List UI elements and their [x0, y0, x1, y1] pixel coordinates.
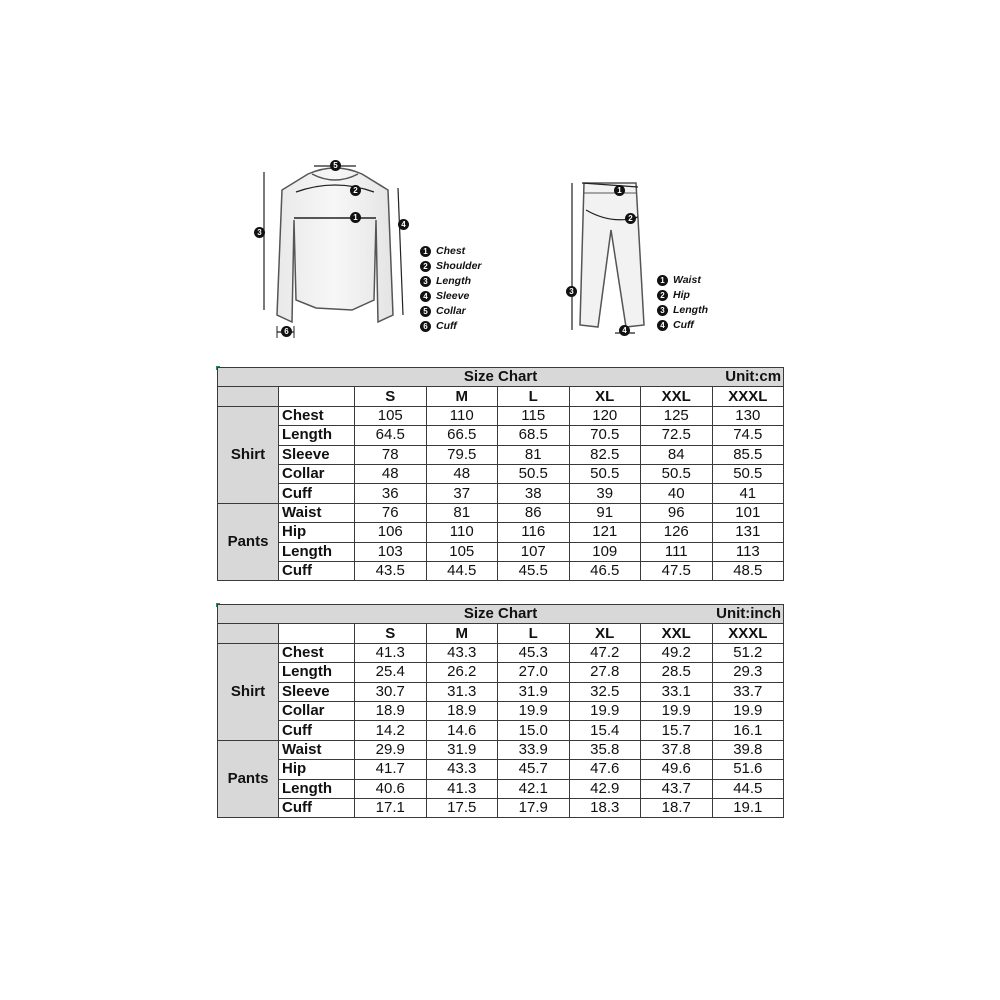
measure-value: 105	[426, 542, 498, 561]
measure-value: 51.6	[712, 760, 784, 779]
measure-value: 31.9	[498, 682, 570, 701]
measure-value: 15.4	[569, 721, 641, 740]
legend-item: 3 Length	[657, 303, 708, 318]
measure-value: 48.5	[712, 561, 784, 580]
measure-value: 50.5	[641, 464, 713, 483]
measure-value: 41.3	[355, 643, 427, 662]
measure-label: Collar	[279, 701, 355, 720]
measure-value: 15.7	[641, 721, 713, 740]
measure-value: 26.2	[426, 663, 498, 682]
unit-label: Unit:inch	[716, 605, 782, 622]
measure-value: 45.7	[498, 760, 570, 779]
measure-value: 81	[498, 445, 570, 464]
measure-value: 19.9	[498, 701, 570, 720]
measure-value: 50.5	[498, 464, 570, 483]
measure-value: 107	[498, 542, 570, 561]
measure-value: 19.1	[712, 798, 784, 817]
measure-label: Length	[279, 542, 355, 561]
measure-value: 125	[641, 406, 713, 425]
size-header: M	[426, 624, 498, 643]
table-row	[218, 760, 784, 779]
measure-value: 49.6	[641, 760, 713, 779]
legend-item: 2 Hip	[657, 288, 708, 303]
measure-value: 36	[355, 484, 427, 503]
measure-value: 44.5	[712, 779, 784, 798]
measure-value: 78	[355, 445, 427, 464]
measure-value: 28.5	[641, 663, 713, 682]
measure-value: 40.6	[355, 779, 427, 798]
table-title-text: Size Chart	[463, 605, 538, 623]
measure-value: 42.9	[569, 779, 641, 798]
measure-value: 27.0	[498, 663, 570, 682]
measure-value: 33.1	[641, 682, 713, 701]
measure-value: 101	[712, 503, 784, 522]
pants-marker-hip: 2	[625, 212, 641, 224]
size-header: XXXL	[712, 624, 784, 643]
measure-label: Cuff	[279, 721, 355, 740]
table-row	[218, 406, 784, 425]
measure-value: 70.5	[569, 426, 641, 445]
shirt-marker-chest: 1	[350, 211, 366, 223]
legend-item: 1 Chest	[420, 244, 482, 259]
measure-value: 39	[569, 484, 641, 503]
table-title-text: Size Chart	[463, 368, 538, 386]
size-chart-inch	[217, 604, 784, 818]
table-title	[218, 605, 784, 624]
group-label: Shirt	[218, 406, 279, 503]
size-header: XL	[569, 387, 641, 406]
measure-value: 45.3	[498, 643, 570, 662]
measure-value: 17.5	[426, 798, 498, 817]
measure-value: 79.5	[426, 445, 498, 464]
measure-label: Hip	[279, 523, 355, 542]
measure-value: 86	[498, 503, 570, 522]
legend-item: 6 Cuff	[420, 319, 482, 334]
measure-value: 66.5	[426, 426, 498, 445]
measure-value: 18.7	[641, 798, 713, 817]
measure-value: 19.9	[641, 701, 713, 720]
table-row	[218, 523, 784, 542]
size-header: S	[355, 387, 427, 406]
measure-label: Cuff	[279, 561, 355, 580]
legend-item: 1 Waist	[657, 273, 708, 288]
group-label: Pants	[218, 503, 279, 581]
measure-value: 110	[426, 523, 498, 542]
measure-value: 16.1	[712, 721, 784, 740]
size-header: XXL	[641, 387, 713, 406]
measure-label: Sleeve	[279, 682, 355, 701]
table-row	[218, 779, 784, 798]
measure-value: 31.9	[426, 740, 498, 759]
measure-value: 15.0	[498, 721, 570, 740]
measure-value: 47.6	[569, 760, 641, 779]
measure-value: 25.4	[355, 663, 427, 682]
measure-label: Chest	[279, 643, 355, 662]
measure-value: 37.8	[641, 740, 713, 759]
measure-value: 47.2	[569, 643, 641, 662]
measure-value: 44.5	[426, 561, 498, 580]
measure-value: 19.9	[569, 701, 641, 720]
measure-value: 76	[355, 503, 427, 522]
size-header: S	[355, 624, 427, 643]
measure-label: Length	[279, 663, 355, 682]
pants-diagram	[560, 175, 655, 340]
measure-value: 33.7	[712, 682, 784, 701]
measure-value: 113	[712, 542, 784, 561]
measure-value: 111	[641, 542, 713, 561]
measure-value: 43.3	[426, 643, 498, 662]
measure-value: 41.7	[355, 760, 427, 779]
shirt-marker-length: 3	[254, 226, 270, 238]
measure-value: 17.9	[498, 798, 570, 817]
size-header-row	[218, 387, 784, 406]
measure-value: 116	[498, 523, 570, 542]
measure-value: 46.5	[569, 561, 641, 580]
measure-value: 91	[569, 503, 641, 522]
measure-label: Waist	[279, 740, 355, 759]
shirt-illustration	[248, 150, 418, 345]
measure-value: 109	[569, 542, 641, 561]
table-row	[218, 464, 784, 483]
measure-value: 41	[712, 484, 784, 503]
measure-value: 18.9	[355, 701, 427, 720]
unit-label: Unit:cm	[725, 368, 782, 385]
measure-value: 131	[712, 523, 784, 542]
measure-label: Length	[279, 426, 355, 445]
measure-value: 105	[355, 406, 427, 425]
measure-value: 74.5	[712, 426, 784, 445]
measure-value: 30.7	[355, 682, 427, 701]
measure-value: 47.5	[641, 561, 713, 580]
table-row	[218, 663, 784, 682]
legend-item: 2 Shoulder	[420, 259, 482, 274]
measure-value: 103	[355, 542, 427, 561]
measure-value: 82.5	[569, 445, 641, 464]
measure-value: 43.5	[355, 561, 427, 580]
table-row	[218, 561, 784, 580]
measure-value: 35.8	[569, 740, 641, 759]
measure-value: 106	[355, 523, 427, 542]
measure-value: 33.9	[498, 740, 570, 759]
legend-item: 5 Collar	[420, 304, 482, 319]
size-chart-cm	[217, 367, 784, 581]
title-row	[218, 368, 784, 387]
measure-value: 48	[355, 464, 427, 483]
measure-value: 38	[498, 484, 570, 503]
size-header: L	[498, 624, 570, 643]
table-row	[218, 542, 784, 561]
empty-cell	[218, 624, 279, 643]
measure-value: 29.3	[712, 663, 784, 682]
empty-cell	[279, 624, 355, 643]
measure-value: 81	[426, 503, 498, 522]
size-header: M	[426, 387, 498, 406]
shirt-marker-collar: 5	[330, 159, 346, 171]
measure-value: 50.5	[569, 464, 641, 483]
measure-value: 37	[426, 484, 498, 503]
measure-value: 41.3	[426, 779, 498, 798]
measure-label: Cuff	[279, 798, 355, 817]
measure-value: 50.5	[712, 464, 784, 483]
measure-value: 40	[641, 484, 713, 503]
table-row	[218, 721, 784, 740]
measure-label: Hip	[279, 760, 355, 779]
measure-value: 126	[641, 523, 713, 542]
shirt-diagram	[248, 150, 418, 345]
size-header: XXXL	[712, 387, 784, 406]
legend-item: 4 Cuff	[657, 318, 708, 333]
measure-value: 45.5	[498, 561, 570, 580]
measure-value: 27.8	[569, 663, 641, 682]
table-title	[218, 368, 784, 387]
table-row	[218, 682, 784, 701]
measure-value: 43.3	[426, 760, 498, 779]
measure-value: 72.5	[641, 426, 713, 445]
measure-value: 85.5	[712, 445, 784, 464]
group-label: Pants	[218, 740, 279, 818]
measure-value: 110	[426, 406, 498, 425]
measure-value: 17.1	[355, 798, 427, 817]
measure-value: 31.3	[426, 682, 498, 701]
measure-value: 130	[712, 406, 784, 425]
table-row	[218, 484, 784, 503]
pants-illustration	[560, 175, 655, 340]
pants-marker-cuff: 4	[619, 324, 635, 336]
measure-label: Cuff	[279, 484, 355, 503]
size-header: L	[498, 387, 570, 406]
shirt-marker-shoulder: 2	[350, 184, 366, 196]
pants-marker-waist: 1	[614, 184, 630, 196]
measure-label: Length	[279, 779, 355, 798]
empty-cell	[218, 387, 279, 406]
measure-value: 64.5	[355, 426, 427, 445]
shirt-marker-sleeve: 4	[398, 218, 414, 230]
table-row	[218, 503, 784, 522]
measure-label: Sleeve	[279, 445, 355, 464]
measure-value: 43.7	[641, 779, 713, 798]
measure-value: 39.8	[712, 740, 784, 759]
measure-value: 121	[569, 523, 641, 542]
group-label: Shirt	[218, 643, 279, 740]
measure-value: 18.3	[569, 798, 641, 817]
pants-marker-length: 3	[566, 285, 582, 297]
table-row	[218, 426, 784, 445]
measure-value: 120	[569, 406, 641, 425]
size-header: XL	[569, 624, 641, 643]
measure-value: 48	[426, 464, 498, 483]
measure-value: 32.5	[569, 682, 641, 701]
table-row	[218, 740, 784, 759]
table-row	[218, 643, 784, 662]
empty-cell	[279, 387, 355, 406]
measure-value: 84	[641, 445, 713, 464]
legend-item: 3 Length	[420, 274, 482, 289]
measure-value: 18.9	[426, 701, 498, 720]
measure-value: 49.2	[641, 643, 713, 662]
table-row	[218, 445, 784, 464]
table-row	[218, 798, 784, 817]
measure-value: 19.9	[712, 701, 784, 720]
size-header-row	[218, 624, 784, 643]
size-header: XXL	[641, 624, 713, 643]
measure-value: 29.9	[355, 740, 427, 759]
measure-label: Waist	[279, 503, 355, 522]
pants-legend	[657, 273, 708, 333]
legend-item: 4 Sleeve	[420, 289, 482, 304]
measure-value: 96	[641, 503, 713, 522]
measure-value: 68.5	[498, 426, 570, 445]
measure-value: 42.1	[498, 779, 570, 798]
measure-label: Chest	[279, 406, 355, 425]
measure-value: 51.2	[712, 643, 784, 662]
shirt-legend	[420, 244, 482, 334]
measure-value: 14.2	[355, 721, 427, 740]
measure-value: 115	[498, 406, 570, 425]
title-row	[218, 605, 784, 624]
table-row	[218, 701, 784, 720]
measure-label: Collar	[279, 464, 355, 483]
measure-value: 14.6	[426, 721, 498, 740]
shirt-marker-cuff: 6	[281, 325, 297, 337]
